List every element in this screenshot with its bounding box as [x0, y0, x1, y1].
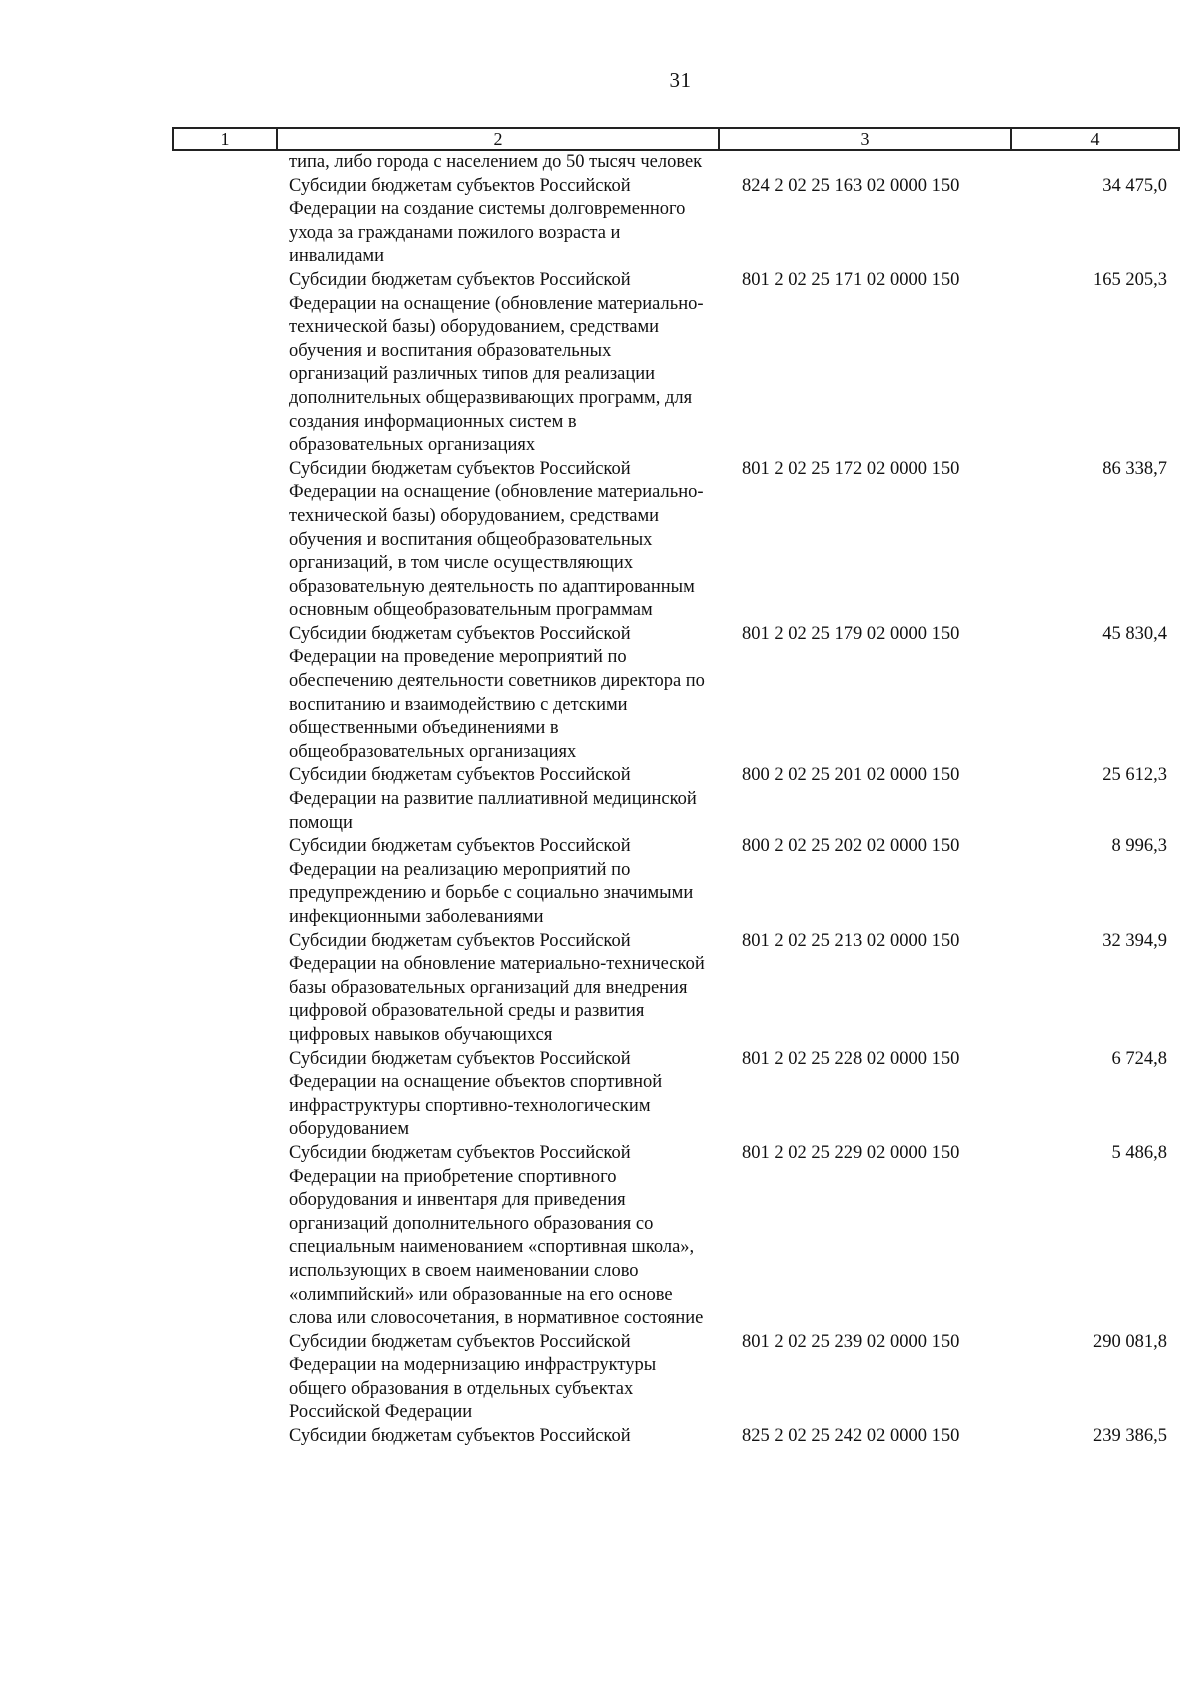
column-header-1: 1	[173, 128, 277, 150]
table-row	[173, 458, 1179, 623]
table-row	[173, 835, 1179, 929]
row-amount: 239 386,5	[1093, 1426, 1167, 1447]
row-code: 801 2 02 25 179 02 0000 150	[742, 623, 960, 644]
row-cell-empty	[173, 1425, 277, 1449]
row-cell-empty	[173, 269, 277, 458]
row-amount: 5 486,8	[1111, 1142, 1167, 1163]
table-row	[173, 150, 1179, 175]
row-code: 801 2 02 25 228 02 0000 150	[742, 1048, 960, 1069]
row-code: 801 2 02 25 239 02 0000 150	[742, 1331, 960, 1352]
row-code: 801 2 02 25 171 02 0000 150	[742, 269, 960, 290]
row-cell-empty	[173, 150, 277, 175]
table-header-row	[173, 128, 1179, 150]
row-amount: 25 612,3	[1102, 765, 1167, 786]
row-description: Субсидии бюджетам субъектов Российской Федерации на оснащение (обновление материально-технической базы) оборудованием, средствами обучения и воспитания общеобразовательных организаций, в том числе осуществляющих образовательную деятельность по адаптированным основным общеобразовательным программам	[289, 458, 704, 621]
table-row	[173, 269, 1179, 458]
row-cell-empty	[173, 623, 277, 765]
row-code: 801 2 02 25 229 02 0000 150	[742, 1142, 960, 1163]
row-description: типа, либо города с населением до 50 тысяч человек	[289, 152, 703, 172]
row-description: Субсидии бюджетам субъектов Российской Федерации на создание системы долговременного ухода за гражданами пожилого возраста и инвалидами	[289, 175, 686, 267]
row-amount	[1011, 150, 1179, 175]
table-row	[173, 1425, 1179, 1449]
row-description: Субсидии бюджетам субъектов Российской Федерации на оснащение объектов спортивной инфраструктуры спортивно-технологическим оборудованием	[289, 1048, 663, 1140]
row-amount: 165 205,3	[1093, 269, 1167, 290]
table-row	[173, 1048, 1179, 1142]
table-row	[173, 764, 1179, 835]
row-cell-empty	[173, 1048, 277, 1142]
row-amount: 290 081,8	[1093, 1331, 1167, 1352]
row-description: Субсидии бюджетам субъектов Российской Федерации на развитие паллиативной медицинской помощи	[289, 765, 697, 833]
column-header-2: 2	[277, 128, 719, 150]
row-description: Субсидии бюджетам субъектов Российской Федерации на приобретение спортивного оборудования и инвентаря для приведения организаций дополнительного образования со специальным наименованием «спортивная школа», использующих в своем наименовании слово «олимпийский» или образованные на его основе слова или словосочетания, в нормативное состояние	[289, 1142, 704, 1329]
row-cell-empty	[173, 930, 277, 1048]
column-header-4: 4	[1011, 128, 1179, 150]
row-amount: 32 394,9	[1102, 930, 1167, 951]
row-description: Субсидии бюджетам субъектов Российской Федерации на реализацию мероприятий по предупреждению и борьбе с социально значимыми инфекционными заболеваниями	[289, 836, 694, 927]
table-row	[173, 623, 1179, 765]
row-cell-empty	[173, 175, 277, 269]
row-amount: 34 475,0	[1102, 175, 1167, 196]
page-number: 31	[669, 68, 692, 92]
row-cell-empty	[173, 1142, 277, 1331]
row-code: 800 2 02 25 202 02 0000 150	[742, 836, 960, 857]
budget-table	[172, 127, 1180, 1449]
row-code: 800 2 02 25 201 02 0000 150	[742, 765, 960, 786]
table-row	[173, 175, 1179, 269]
row-cell-empty	[173, 458, 277, 623]
table-row	[173, 1331, 1179, 1425]
row-code	[719, 150, 1011, 175]
row-cell-empty	[173, 835, 277, 929]
row-cell-empty	[173, 764, 277, 835]
row-amount: 86 338,7	[1102, 458, 1167, 479]
row-description: Субсидии бюджетам субъектов Российской Федерации на проведение мероприятий по обеспечению деятельности советников директора по воспитанию и взаимодействию с детскими общественными объединениями в общеобразовательных организациях	[289, 623, 705, 762]
row-code: 825 2 02 25 242 02 0000 150	[742, 1426, 960, 1447]
table-row	[173, 930, 1179, 1048]
row-description: Субсидии бюджетам субъектов Российской Федерации на обновление материально-технической базы образовательных организаций для внедрения цифровой образовательной среды и развития цифровых навыков обучающихся	[289, 930, 705, 1045]
row-amount: 8 996,3	[1111, 836, 1167, 857]
row-description: Субсидии бюджетам субъектов Российской Федерации на модернизацию инфраструктуры общего образования в отдельных субъектах Российской Федерации	[289, 1331, 657, 1423]
row-amount: 6 724,8	[1111, 1048, 1167, 1069]
row-description: Субсидии бюджетам субъектов Российской	[289, 1426, 631, 1447]
row-amount: 45 830,4	[1102, 623, 1167, 644]
row-description: Субсидии бюджетам субъектов Российской Федерации на оснащение (обновление материально-технической базы) оборудованием, средствами обучения и воспитания образовательных организаций различных типов для реализации дополнительных общеразвивающих программ, для создания информационных систем в образовательных организациях	[289, 269, 704, 456]
row-code: 801 2 02 25 213 02 0000 150	[742, 930, 960, 951]
column-header-3: 3	[719, 128, 1011, 150]
row-cell-empty	[173, 1331, 277, 1425]
row-code: 824 2 02 25 163 02 0000 150	[742, 175, 960, 196]
table-row	[173, 1142, 1179, 1331]
row-code: 801 2 02 25 172 02 0000 150	[742, 458, 960, 479]
